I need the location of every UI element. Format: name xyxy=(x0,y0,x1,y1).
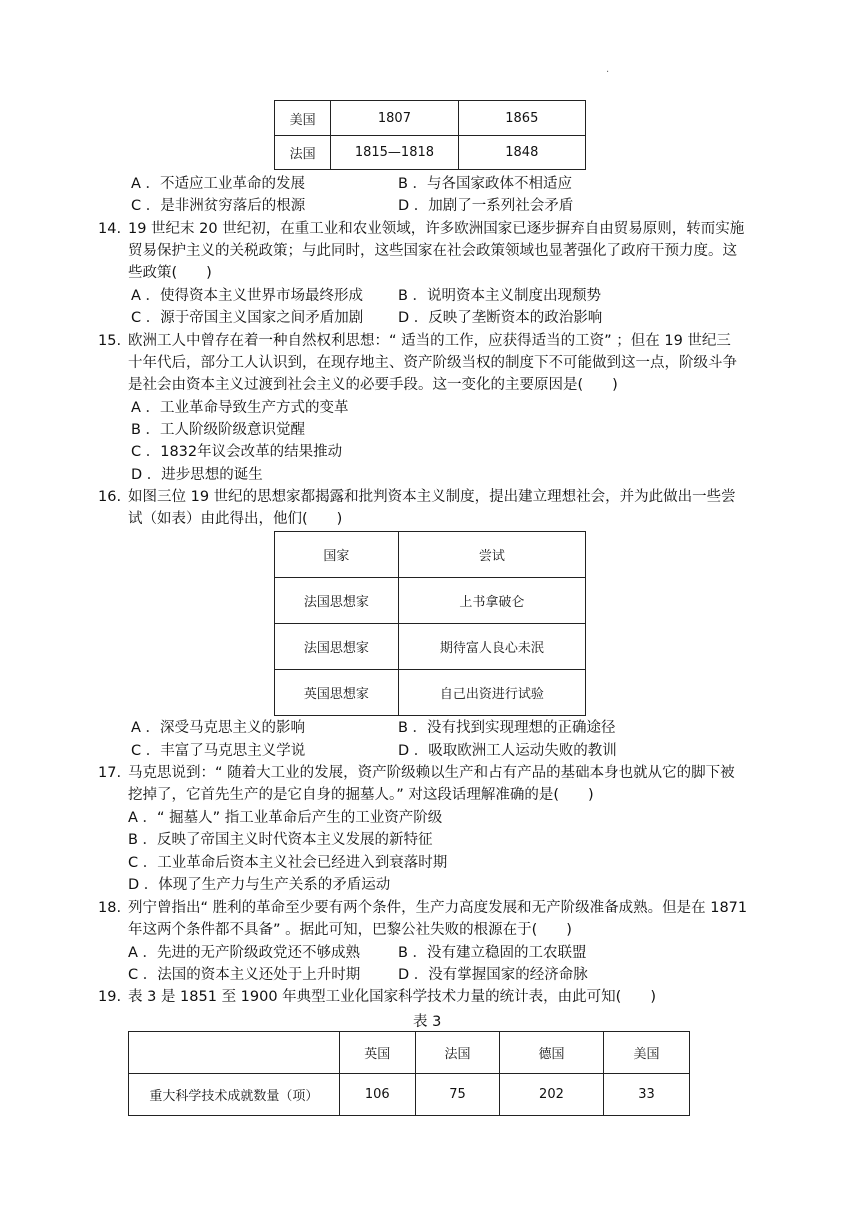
q15-option-c: C ．1832年议会改革的结果推动 xyxy=(131,444,343,460)
q18-line-1 xyxy=(98,897,747,919)
q18-line-2: 年这两个条件都不具备” 。据此可知，巴黎公社失败的根源在于( ) xyxy=(128,922,572,938)
q18-option-d: D ．没有掌握国家的经济命脉 xyxy=(398,967,588,983)
table-cell: 106 xyxy=(339,1074,415,1116)
q17-line-2: 挖掉了，它首先生产的是它自身的掘墓人。” 对这段话理解准确的是( ) xyxy=(128,787,594,803)
table-header-row xyxy=(129,1032,690,1074)
table-cell: 1815—1818 xyxy=(331,136,458,170)
table-row xyxy=(129,1074,690,1116)
q18-option-a: A ．先进的无产阶级政党还不够成熟 xyxy=(128,945,361,961)
page-mark: . xyxy=(606,64,610,75)
table-cell: 美国 xyxy=(275,101,331,136)
question-text: 马克思说到：“ 随着大工业的发展，资产阶级赖以生产和占有产品的基础本身也就从它的脚下被 xyxy=(128,765,735,781)
question-number: 18. xyxy=(98,900,122,916)
question-number: 15. xyxy=(98,333,122,349)
q14-option-d: D ．反映了垄断资本的政治影响 xyxy=(398,310,603,326)
q17-option-c: C ．工业革命后资本主义社会已经进入到衰落时期 xyxy=(128,855,448,871)
table-caption: 表 3 xyxy=(413,1014,442,1030)
q16-option-a: A ．深受马克思主义的影响 xyxy=(131,720,306,736)
question-text: 表 3 是 1851 至 1900 年典型工业化国家科学技术力量的统计表，由此可知( ) xyxy=(128,989,656,1005)
q14-line-2: 贸易保护主义的关税政策；与此同时，这些国家在社会政策领域也显著强化了政府干预力度。这 xyxy=(128,243,737,259)
q15-line-3: 是社会由资本主义过渡到社会主义的必要手段。这一变化的主要原因是( ) xyxy=(128,377,618,393)
q17-option-d: D ．体现了生产力与生产关系的矛盾运动 xyxy=(128,877,391,893)
q13-option-b: B ．与各国家政体不相适应 xyxy=(398,176,573,192)
table-cell: 33 xyxy=(603,1074,689,1116)
q19-line-1 xyxy=(98,986,656,1008)
table-cell: 英国思想家 xyxy=(275,670,399,716)
question-text: 19 世纪末 20 世纪初，在重工业和农业领域，许多欧洲国家已逐步摒弃自由贸易原则，转而实施 xyxy=(128,221,745,237)
question-text: 欧洲工人中曾存在着一种自然权利思想：“ 适当的工作，应获得适当的工资” ；但在 19 世纪三 xyxy=(128,333,731,349)
table-row-label: 重大科学技术成就数量（项） xyxy=(129,1074,340,1116)
table-cell: 法国思想家 xyxy=(275,578,399,624)
q15-option-d: D ．进步思想的诞生 xyxy=(131,467,263,483)
table-header-cell: 英国 xyxy=(339,1032,415,1074)
q17-option-a: A ．“ 掘墓人” 指工业革命后产生的工业资产阶级 xyxy=(128,810,443,826)
q16-line-2: 试（如表）由此得出，他们( ) xyxy=(128,511,343,527)
question-number: 19. xyxy=(98,989,122,1005)
table-cell: 法国 xyxy=(275,136,331,170)
table-science xyxy=(128,1031,690,1116)
table-header-cell: 法国 xyxy=(415,1032,499,1074)
table-cell: 上书拿破仑 xyxy=(398,578,585,624)
q13-option-c: C ．是非洲贫穷落后的根源 xyxy=(131,198,306,214)
question-text: 列宁曾指出“ 胜利的革命至少要有两个条件，生产力高度发展和无产阶级准备成熟。但是在 1871 xyxy=(128,900,748,916)
q16-line-1 xyxy=(98,486,736,508)
question-text: 如图三位 19 世纪的思想家都揭露和批判资本主义制度，提出建立理想社会，并为此做出一些尝 xyxy=(128,489,736,505)
table-cell: 1865 xyxy=(458,101,585,136)
table-cell: 202 xyxy=(500,1074,604,1116)
table-row xyxy=(275,136,586,170)
table-1 xyxy=(274,100,586,170)
q15-line-2: 十年代后，部分工人认识到，在现存地主、资产阶级当权的制度下不可能做到这一点，阶级斗争 xyxy=(128,355,737,371)
q14-line-1 xyxy=(98,218,744,240)
table-row xyxy=(275,578,586,624)
q18-option-c: C ．法国的资本主义还处于上升时期 xyxy=(128,967,361,983)
table-row xyxy=(275,624,586,670)
q18-option-b: B ．没有建立稳固的工农联盟 xyxy=(398,945,587,961)
q13-option-d: D ．加剧了一系列社会矛盾 xyxy=(398,198,574,214)
table-header-cell: 德国 xyxy=(500,1032,604,1074)
table-row xyxy=(275,101,586,136)
table-cell: 1807 xyxy=(331,101,458,136)
q15-line-1 xyxy=(98,330,731,352)
table-cell: 75 xyxy=(415,1074,499,1116)
question-number: 17. xyxy=(98,765,122,781)
table-cell: 1848 xyxy=(458,136,585,170)
table-header-row xyxy=(275,532,586,578)
q13-option-a: A ．不适应工业革命的发展 xyxy=(131,176,306,192)
table-header-cell: 美国 xyxy=(603,1032,689,1074)
q14-option-a: A ．使得资本主义世界市场最终形成 xyxy=(131,288,364,304)
q14-option-b: B ．说明资本主义制度出现颓势 xyxy=(398,288,602,304)
q17-option-b: B ．反映了帝国主义时代资本主义发展的新特征 xyxy=(128,832,433,848)
q14-line-3: 些政策( ) xyxy=(128,265,212,281)
table-header-cell: 国家 xyxy=(275,532,399,578)
q17-line-1 xyxy=(98,762,735,784)
q15-option-b: B ．工人阶级阶级意识觉醒 xyxy=(131,422,306,438)
q16-option-d: D ．吸取欧洲工人运动失败的教训 xyxy=(398,743,617,759)
table-cell: 期待富人良心未泯 xyxy=(398,624,585,670)
table-thinkers xyxy=(274,531,586,716)
question-number: 14. xyxy=(98,221,122,237)
q15-option-a: A ．工业革命导致生产方式的变革 xyxy=(131,400,349,416)
table-cell: 法国思想家 xyxy=(275,624,399,670)
table-header-cell: 尝试 xyxy=(398,532,585,578)
q16-option-c: C ．丰富了马克思主义学说 xyxy=(131,743,306,759)
table-cell: 自己出资进行试验 xyxy=(398,670,585,716)
table-header-cell xyxy=(129,1032,340,1074)
q16-option-b: B ．没有找到实现理想的正确途径 xyxy=(398,720,616,736)
question-number: 16. xyxy=(98,489,122,505)
table-row xyxy=(275,670,586,716)
q14-option-c: C ．源于帝国主义国家之间矛盾加剧 xyxy=(131,310,364,326)
